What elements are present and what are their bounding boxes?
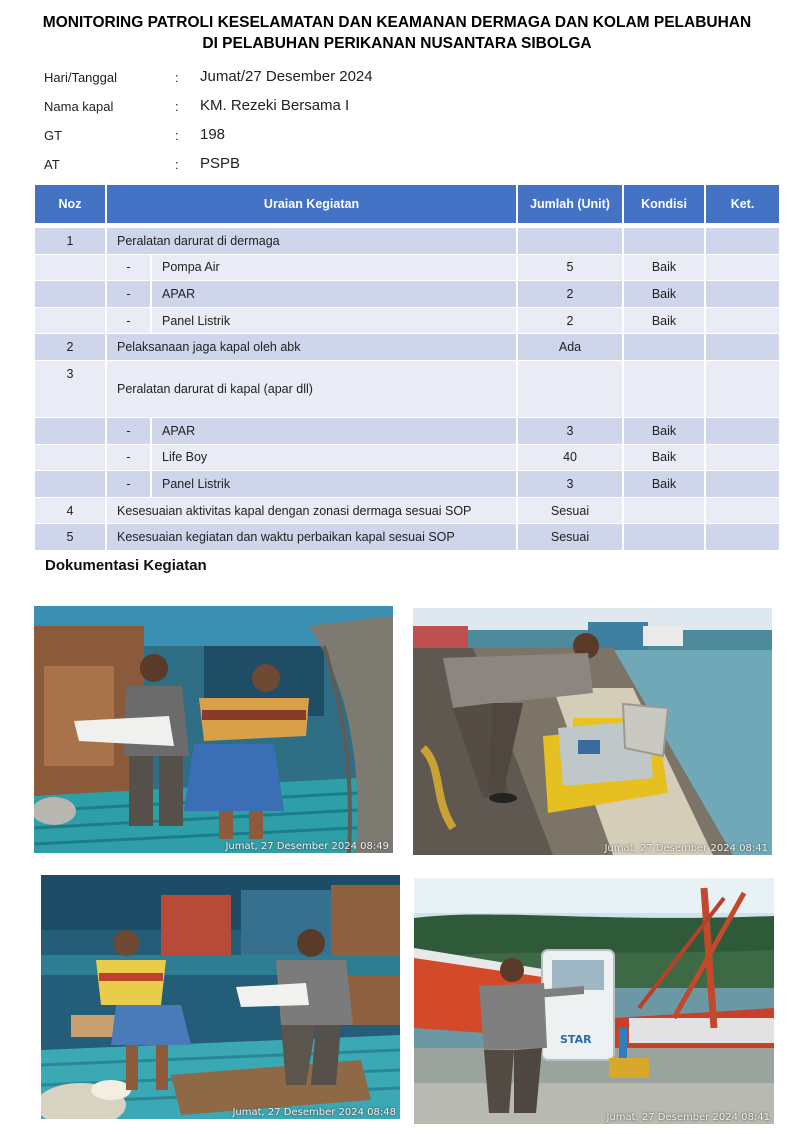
cell-dash: - bbox=[106, 254, 151, 281]
cell-no bbox=[35, 307, 106, 334]
cell-no bbox=[35, 444, 106, 471]
info-label: Nama kapal bbox=[44, 99, 114, 114]
cell-kondisi: Baik bbox=[623, 471, 705, 498]
cell-kondisi bbox=[623, 360, 705, 417]
cell-kondisi bbox=[623, 226, 705, 255]
cell-jumlah: Ada bbox=[517, 334, 623, 361]
info-colon: : bbox=[175, 99, 179, 114]
photo-dock-inspection bbox=[413, 608, 772, 855]
cell-dash: - bbox=[106, 444, 151, 471]
photo-timestamp: Jumat, 27 Desember 2024 08:49 bbox=[225, 841, 389, 852]
cell-jumlah: 3 bbox=[517, 417, 623, 444]
header-ket: Ket. bbox=[705, 185, 780, 226]
svg-text:STAR: STAR bbox=[560, 1033, 592, 1046]
cell-item: Panel Listrik bbox=[151, 471, 517, 498]
cell-item: Pompa Air bbox=[151, 254, 517, 281]
info-value: Jumat/27 Desember 2024 bbox=[200, 68, 373, 85]
photo-cabin-inspection-image bbox=[41, 875, 400, 1119]
cell-kondisi: Baik bbox=[623, 307, 705, 334]
cell-no: 1 bbox=[35, 226, 106, 255]
cell-uraian: Peralatan darurat di kapal (apar dll) bbox=[106, 360, 517, 417]
cell-no bbox=[35, 417, 106, 444]
document-title bbox=[0, 12, 794, 54]
cell-no: 3 bbox=[35, 360, 106, 417]
table-row bbox=[35, 307, 780, 334]
cell-kondisi bbox=[623, 524, 705, 551]
cell-jumlah bbox=[517, 360, 623, 417]
cell-ket bbox=[705, 497, 780, 524]
cell-kondisi: Baik bbox=[623, 281, 705, 308]
cell-uraian: Pelaksanaan jaga kapal oleh abk bbox=[106, 334, 517, 361]
table-row bbox=[35, 417, 780, 444]
table-row bbox=[35, 334, 780, 361]
cell-uraian: Peralatan darurat di dermaga bbox=[106, 226, 517, 255]
table-row bbox=[35, 226, 780, 255]
cell-ket bbox=[705, 471, 780, 498]
photo-dock-station bbox=[414, 878, 774, 1124]
cell-jumlah: 2 bbox=[517, 307, 623, 334]
info-value: PSPB bbox=[200, 155, 241, 172]
photo-boat-inspection bbox=[34, 606, 393, 853]
title-line-2: DI PELABUHAN PERIKANAN NUSANTARA SIBOLGA bbox=[202, 35, 592, 52]
cell-dash: - bbox=[106, 281, 151, 308]
cell-ket bbox=[705, 524, 780, 551]
table-row bbox=[35, 281, 780, 308]
header-no: Noz bbox=[35, 185, 106, 226]
header-jumlah: Jumlah (Unit) bbox=[517, 185, 623, 226]
photo-dock-station-image bbox=[414, 878, 774, 1124]
cell-ket bbox=[705, 360, 780, 417]
cell-uraian: Kesesuaian aktivitas kapal dengan zonasi dermaga sesuai SOP bbox=[106, 497, 517, 524]
cell-dash: - bbox=[106, 471, 151, 498]
cell-ket bbox=[705, 307, 780, 334]
table-row bbox=[35, 497, 780, 524]
cell-jumlah: 2 bbox=[517, 281, 623, 308]
cell-ket bbox=[705, 254, 780, 281]
documentation-title: Dokumentasi Kegiatan bbox=[45, 557, 207, 574]
cell-item: APAR bbox=[151, 417, 517, 444]
info-label: AT bbox=[44, 157, 60, 172]
cell-jumlah: 5 bbox=[517, 254, 623, 281]
photo-dock-inspection-image bbox=[413, 608, 772, 855]
cell-uraian: Kesesuaian kegiatan dan waktu perbaikan kapal sesuai SOP bbox=[106, 524, 517, 551]
cell-kondisi bbox=[623, 334, 705, 361]
info-label: GT bbox=[44, 128, 63, 143]
activity-table bbox=[35, 185, 781, 551]
cell-no: 4 bbox=[35, 497, 106, 524]
cell-item: APAR bbox=[151, 281, 517, 308]
cell-dash: - bbox=[106, 417, 151, 444]
header-uraian: Uraian Kegiatan bbox=[106, 185, 517, 226]
cell-jumlah: 3 bbox=[517, 471, 623, 498]
photo-timestamp: Jumat, 27 Desember 2024 08:48 bbox=[232, 1107, 396, 1118]
cell-item: Life Boy bbox=[151, 444, 517, 471]
header-kondisi: Kondisi bbox=[623, 185, 705, 226]
cell-jumlah: 40 bbox=[517, 444, 623, 471]
cell-no bbox=[35, 254, 106, 281]
info-colon: : bbox=[175, 128, 179, 143]
cell-kondisi: Baik bbox=[623, 417, 705, 444]
table-row bbox=[35, 444, 780, 471]
table-header-row bbox=[35, 185, 780, 226]
cell-ket bbox=[705, 334, 780, 361]
cell-kondisi: Baik bbox=[623, 254, 705, 281]
cell-ket bbox=[705, 444, 780, 471]
cell-kondisi: Baik bbox=[623, 444, 705, 471]
info-value: 198 bbox=[200, 126, 226, 143]
cell-no: 2 bbox=[35, 334, 106, 361]
photo-timestamp: Jumat, 27 Desember 2024 08:41 bbox=[606, 1112, 770, 1123]
cell-ket bbox=[705, 281, 780, 308]
cell-kondisi bbox=[623, 497, 705, 524]
photo-boat-inspection-image bbox=[34, 606, 393, 853]
info-label: Hari/Tanggal bbox=[44, 70, 117, 85]
info-colon: : bbox=[175, 157, 179, 172]
cell-dash: - bbox=[106, 307, 151, 334]
cell-no bbox=[35, 281, 106, 308]
cell-jumlah: Sesuai bbox=[517, 524, 623, 551]
cell-no bbox=[35, 471, 106, 498]
title-line-1: MONITORING PATROLI KESELAMATAN DAN KEAMANAN DERMAGA DAN KOLAM PELABUHAN bbox=[42, 14, 752, 31]
table-row bbox=[35, 471, 780, 498]
info-value: KM. Rezeki Bersama I bbox=[200, 97, 350, 114]
cell-jumlah: Sesuai bbox=[517, 497, 623, 524]
cell-ket bbox=[705, 417, 780, 444]
info-colon: : bbox=[175, 70, 179, 85]
cell-item: Panel Listrik bbox=[151, 307, 517, 334]
cell-ket bbox=[705, 226, 780, 255]
table-row bbox=[35, 360, 780, 417]
cell-jumlah bbox=[517, 226, 623, 255]
photo-timestamp: Jumat, 27 Desember 2024 08:41 bbox=[604, 843, 768, 854]
table-row bbox=[35, 524, 780, 551]
cell-no: 5 bbox=[35, 524, 106, 551]
photo-cabin-inspection bbox=[41, 875, 400, 1119]
table-row bbox=[35, 254, 780, 281]
